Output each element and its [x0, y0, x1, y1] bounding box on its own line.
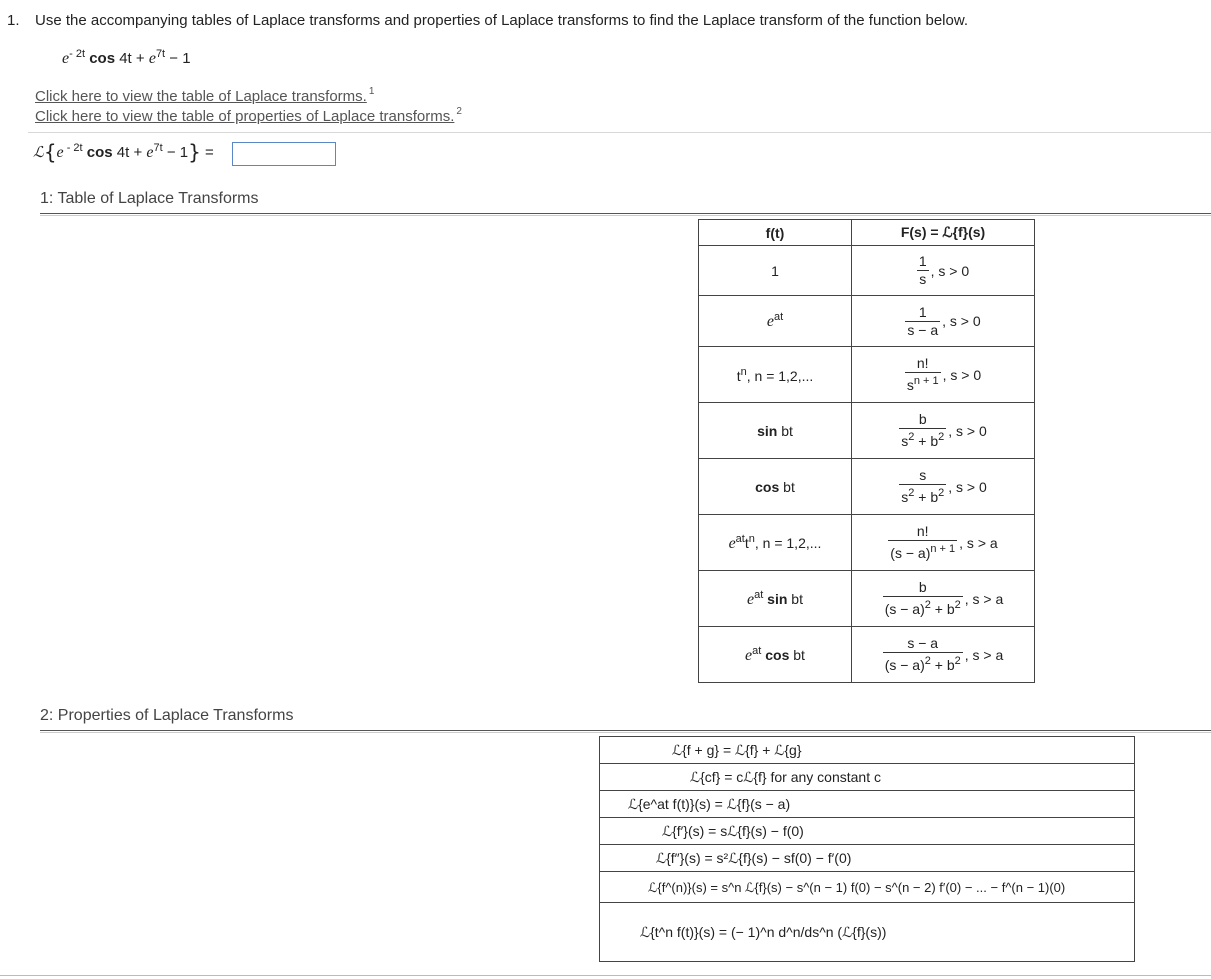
- divider: [28, 132, 1211, 133]
- section-rule: [40, 213, 1211, 214]
- table-row: [699, 347, 1035, 403]
- table-row: [699, 515, 1035, 571]
- Fs-cell: $\frac{s - a}{(s - a)^2 + b^2}$ , s > a: [852, 627, 1035, 683]
- ft-cell: cos bt: [699, 459, 852, 515]
- Fs-cell: $\frac{1}{s - a}$ , s > 0: [852, 296, 1035, 347]
- ft-cell: 1: [699, 246, 852, 296]
- ft-cell: sin bt: [699, 403, 852, 459]
- laplace-table-title: 1: Table of Laplace Transforms: [40, 190, 259, 207]
- section-rule-shadow: [40, 732, 1211, 733]
- property-row: ℒ{f^(n)}(s) = s^n ℒ{f}(s) − s^(n − 1) f(0) − s^(n − 2) f′(0) − ... − f^(n − 1)(0): [600, 872, 1135, 903]
- ft-cell: $e^{at}t^n$, n = 1,2,...: [699, 515, 852, 571]
- table-row: [699, 403, 1035, 459]
- col-header-ft: f(t): [699, 220, 852, 246]
- table-row: [699, 459, 1035, 515]
- property-row: ℒ{f′}(s) = sℒ{f}(s) − f(0): [600, 818, 1135, 845]
- Fs-cell: $\frac{n!}{s^{n + 1}}$ , s > 0: [852, 347, 1035, 403]
- table-row: [699, 296, 1035, 347]
- ft-cell: $e^{at}$ sin bt: [699, 571, 852, 627]
- laplace-properties-table: [599, 736, 1135, 962]
- Fs-cell: $\frac{1}{s}$ , s > 0: [852, 246, 1035, 296]
- section-rule-shadow: [40, 215, 1211, 216]
- property-row: ℒ{f + g} = ℒ{f} + ℒ{g}: [600, 737, 1135, 764]
- property-row: ℒ{e^at f(t)}(s) = ℒ{f}(s − a): [600, 791, 1135, 818]
- col-header-Fs: F(s) = ℒ{f}(s): [852, 220, 1035, 246]
- laplace-properties-link[interactable]: Click here to view the table of properties of Laplace transforms. $^2$: [35, 106, 462, 125]
- ft-cell: $e^{at}$: [699, 296, 852, 347]
- problem-prompt: Use the accompanying tables of Laplace transforms and properties of Laplace transforms to find the Laplace transform of the function below.: [35, 12, 969, 29]
- bottom-divider: [0, 975, 1211, 976]
- properties-table-title: 2: Properties of Laplace Transforms: [40, 707, 294, 724]
- Fs-cell: $\frac{s}{s^2 + b^2}$ , s > 0: [852, 459, 1035, 515]
- table-row: [699, 571, 1035, 627]
- property-row: ℒ{t^n f(t)}(s) = (− 1)^n d^n/ds^n (ℒ{f}(s)): [600, 903, 1135, 962]
- answer-input[interactable]: [232, 142, 336, 166]
- given-function: $e^{- 2t}$ $\cos 4t + e^{7t} - 1$: [62, 48, 191, 67]
- laplace-transforms-table: [698, 219, 1035, 683]
- laplace-table-link[interactable]: Click here to view the table of Laplace transforms. $^1$: [35, 86, 375, 105]
- table-row: [699, 627, 1035, 683]
- answer-expression: ℒ{e $^{- 2t}$ $\cos 4t + e^{7t} - 1$} =: [33, 140, 214, 164]
- Fs-cell: $\frac{b}{(s - a)^2 + b^2}$ , s > a: [852, 571, 1035, 627]
- property-row: ℒ{f″}(s) = s²ℒ{f}(s) − sf(0) − f′(0): [600, 845, 1135, 872]
- ft-cell: $e^{at}$ cos bt: [699, 627, 852, 683]
- Fs-cell: $\frac{b}{s^2 + b^2}$ , s > 0: [852, 403, 1035, 459]
- ft-cell: $t^n$, n = 1,2,...: [699, 347, 852, 403]
- section-rule: [40, 730, 1211, 731]
- problem-number: 1.: [7, 12, 20, 29]
- Fs-cell: $\frac{n!}{(s - a)^{n + 1}}$ , s > a: [852, 515, 1035, 571]
- property-row: ℒ{cf} = cℒ{f} for any constant c: [600, 764, 1135, 791]
- table-row: [699, 246, 1035, 296]
